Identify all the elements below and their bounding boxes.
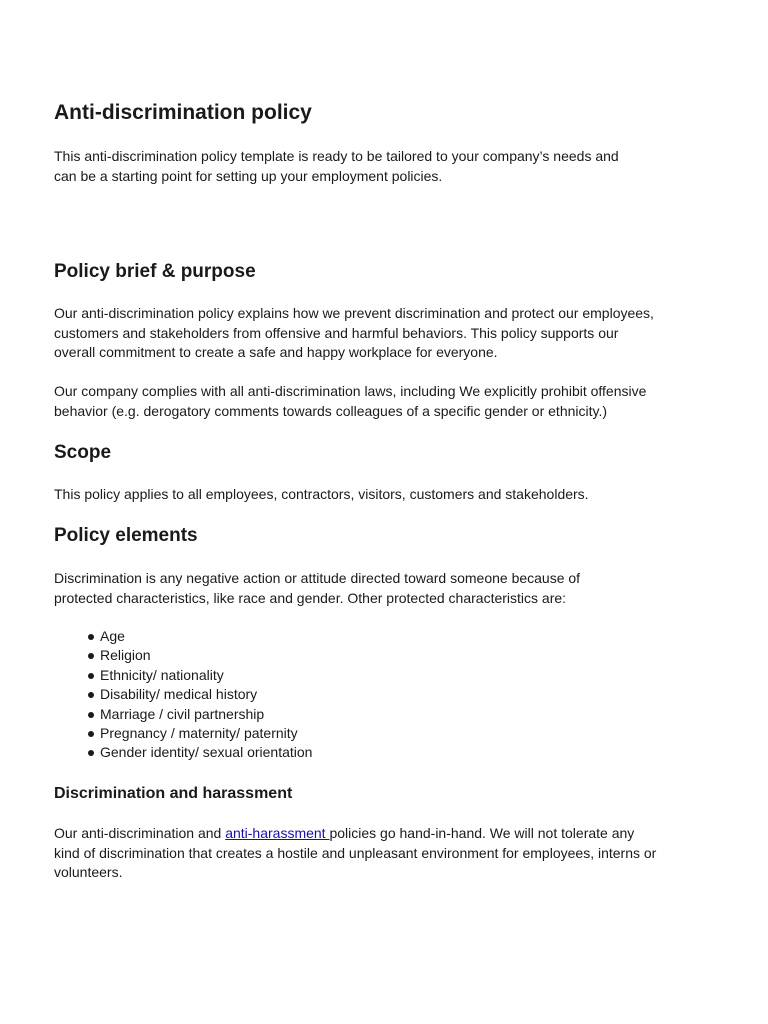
list-item — [88, 705, 312, 724]
list-item — [88, 666, 312, 685]
list-item-text: Gender identity/ sexual orientation — [100, 744, 313, 761]
paragraph-line: Discrimination is any negative action or attitude directed toward someone because of — [54, 570, 581, 586]
list-item-text: Marriage / civil partnership — [100, 705, 265, 722]
paragraph-line: behavior (e.g. derogatory comments towards colleagues of a specific gender or ethnicity.) — [54, 402, 608, 419]
bullet-icon — [88, 634, 94, 640]
harassment-paragraph — [54, 824, 714, 883]
policy-brief-paragraph — [54, 304, 714, 363]
bullet-icon — [88, 692, 94, 698]
list-item-text: Religion — [100, 647, 151, 664]
scope-paragraph — [54, 485, 714, 505]
intro-line: can be a starting point for setting up your employment policies. — [54, 167, 443, 184]
paragraph-text: Our anti-discrimination and — [54, 825, 226, 841]
list-item-text: Disability/ medical history — [100, 686, 258, 703]
intro-line: This anti-discrimination policy template is ready to be tailored to your company’s needs and — [54, 148, 619, 164]
list-item-text: Ethnicity/ nationality — [100, 666, 224, 683]
intro-paragraph — [54, 147, 714, 186]
paragraph-line: customers and stakeholders from offensive and harmful behaviors. This policy supports our — [54, 324, 619, 341]
paragraph-line: Our company complies with all anti-discrimination laws, including We explicitly prohibit offensive — [54, 383, 647, 399]
policy-elements-paragraph — [54, 569, 714, 608]
scope-heading: Scope — [54, 442, 112, 463]
anti-harassment-link[interactable]: anti-harassment — [225, 825, 330, 841]
paragraph-line: overall commitment to create a safe and happy workplace for everyone. — [54, 344, 498, 360]
list-item — [88, 627, 312, 646]
protected-characteristics-list — [88, 627, 312, 763]
bullet-icon — [88, 673, 94, 679]
paragraph-line — [54, 824, 714, 844]
list-item-text: Age — [100, 628, 125, 644]
list-item — [88, 743, 312, 762]
bullet-icon — [88, 653, 94, 659]
bullet-icon — [88, 731, 94, 737]
list-item — [88, 646, 312, 665]
list-item-text: Pregnancy / maternity/ paternity — [100, 725, 298, 742]
paragraph-line: protected characteristics, like race and gender. Other protected characteristics are: — [54, 589, 567, 606]
list-item — [88, 685, 312, 704]
list-item — [88, 724, 312, 743]
paragraph-line: kind of discrimination that creates a hostile and unpleasant environment for employees, interns or — [54, 844, 657, 861]
bullet-icon — [88, 750, 94, 756]
bullet-icon — [88, 712, 94, 718]
policy-elements-heading: Policy elements — [54, 525, 198, 546]
paragraph-line: volunteers. — [54, 864, 123, 880]
discrimination-harassment-heading: Discrimination and harassment — [54, 785, 293, 802]
paragraph-line: This policy applies to all employees, contractors, visitors, customers and stakeholders. — [54, 486, 589, 502]
document-title: Anti-discrimination policy — [54, 101, 312, 124]
paragraph-text: policies go hand-in-hand. We will not tolerate any — [329, 825, 635, 841]
paragraph-line: Our anti-discrimination policy explains how we prevent discrimination and protect our employees, — [54, 305, 654, 321]
policy-brief-heading: Policy brief & purpose — [54, 261, 256, 282]
compliance-paragraph — [54, 382, 714, 421]
